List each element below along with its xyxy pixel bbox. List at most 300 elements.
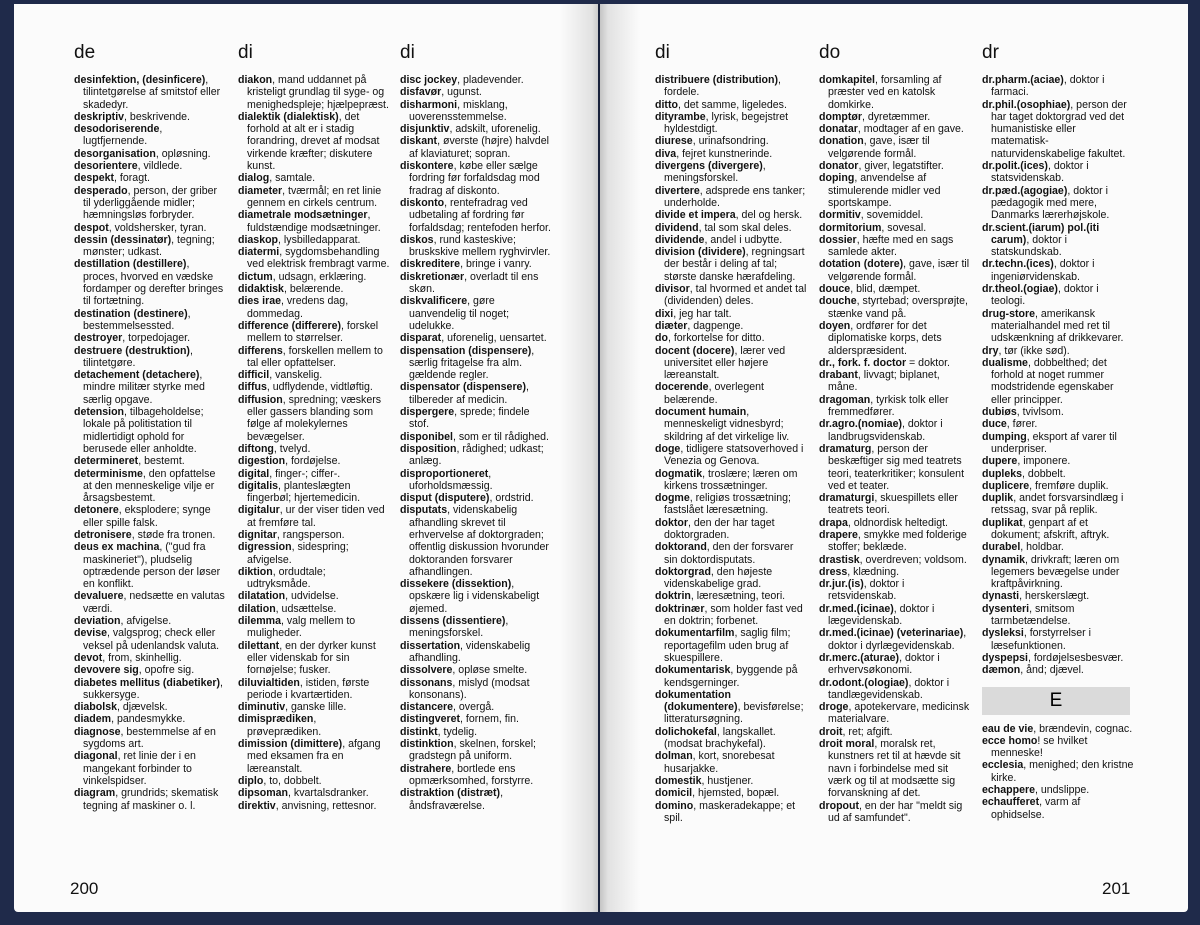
definition: , tvelyd. — [273, 442, 311, 455]
dictionary-entry — [74, 74, 226, 111]
headword: disharmoni — [400, 98, 458, 111]
dictionary-entry — [238, 541, 390, 566]
dictionary-entry — [400, 726, 552, 738]
headword: desodoriserende — [74, 123, 160, 136]
dictionary-entry — [238, 566, 390, 591]
definition: , ånd; djævel. — [1020, 664, 1084, 677]
headword: dr.scient.(iarum) pol.(iti carum) — [982, 221, 1100, 246]
dictionary-entry — [400, 271, 552, 296]
definition: , opofre sig. — [138, 664, 195, 677]
definition: , del og hersk. — [735, 209, 803, 222]
headword: dr., fork. f. doctor — [819, 356, 907, 369]
dictionary-entry — [982, 784, 1134, 796]
definition: , sovemiddel. — [860, 209, 924, 222]
headword: dividend — [655, 221, 699, 234]
headword: dialektik (dialektisk) — [238, 110, 339, 123]
definition: , kvartalsdranker. — [288, 787, 369, 800]
definition: , bestemt. — [138, 455, 185, 468]
definition: ! se hvilket menneske! — [991, 734, 1088, 760]
dictionary-entry — [74, 123, 226, 148]
dictionary-entry — [400, 295, 552, 332]
definition: , udsagn, erklæring. — [272, 270, 367, 283]
dictionary-entry — [982, 627, 1134, 652]
headword: ecce homo — [982, 734, 1038, 747]
headword: dr.merc.(aturae) — [819, 651, 900, 664]
definition: , videnskabelig afhandling. — [409, 639, 531, 664]
headword: dr.agro.(nomiae) — [819, 418, 902, 431]
dictionary-entry — [655, 332, 807, 344]
dictionary-entry — [74, 172, 226, 184]
dictionary-entry — [400, 406, 552, 431]
headword: disposition — [400, 442, 457, 455]
dictionary-entry — [238, 775, 390, 787]
definition: , jeg har talt. — [673, 307, 732, 320]
headword: dignitar — [238, 528, 277, 541]
dictionary-entry — [982, 308, 1134, 345]
dictionary-entry — [655, 111, 807, 136]
headword: duce — [982, 418, 1007, 431]
dictionary-entry — [982, 418, 1134, 430]
dictionary-entry — [655, 381, 807, 406]
dictionary-entry — [238, 640, 390, 677]
column-2 — [238, 40, 390, 812]
dictionary-entry — [238, 529, 390, 541]
headword: dry — [982, 344, 999, 357]
definition: , doktor i tandlægevidenskab. — [828, 676, 950, 701]
dictionary-entry — [819, 443, 971, 492]
definition: , varm af ophidselse. — [991, 796, 1081, 821]
headword: doyen — [819, 319, 851, 332]
headword: dramaturg — [819, 442, 872, 455]
dictionary-entry — [400, 123, 552, 135]
dictionary-entry — [238, 185, 390, 210]
dictionary-entry — [400, 197, 552, 234]
dictionary-entry — [238, 234, 390, 246]
dictionary-entry — [74, 148, 226, 160]
dictionary-entry — [238, 345, 390, 370]
headword: dies irae — [238, 295, 281, 308]
headword: diktion — [238, 565, 273, 578]
headword: dr.phil.(osophiae) — [982, 98, 1071, 111]
dictionary-entry — [819, 74, 971, 111]
dictionary-entry — [819, 172, 971, 209]
headword: diskos — [400, 233, 434, 246]
definition: , byggende på kendsgerninger. — [664, 664, 798, 689]
dictionary-entry — [982, 480, 1134, 492]
headword: donator — [819, 160, 859, 173]
definition: , person, der griber til yderliggående midler; hæmningsløs forbryder. — [83, 184, 218, 222]
headword: doktor — [655, 516, 688, 529]
column-5 — [819, 40, 971, 824]
headword: deviation — [74, 615, 121, 628]
headword: dolman — [655, 750, 693, 763]
dictionary-entry — [819, 394, 971, 419]
dictionary-entry — [982, 222, 1134, 259]
headword: dormitiv — [819, 209, 861, 222]
definition: , djævelsk. — [116, 701, 168, 714]
definition: , planteslægten fingerbøl; hjertemedicin. — [247, 479, 361, 505]
dictionary-entry — [74, 750, 226, 787]
headword: distraktion (distræt) — [400, 787, 501, 800]
dictionary-entry — [655, 148, 807, 160]
definition: , bringe i vanry. — [460, 258, 532, 271]
headword: devaluere — [74, 590, 124, 603]
headword: dormitorium — [819, 221, 882, 234]
definition: , amerikansk materialhandel med ret til udskænkning af drikkevarer. — [991, 307, 1124, 345]
dictionary-entry — [238, 111, 390, 172]
definition: , den der har taget doktorgraden. — [664, 516, 775, 541]
headword: dissens (dissentiere) — [400, 615, 506, 628]
dictionary-entry — [819, 369, 971, 394]
definition: , ret linie der i en mangekant forbinder to vinkelspidser. — [83, 750, 196, 787]
dictionary-entry — [238, 271, 390, 283]
headword: detachement (detachere) — [74, 369, 200, 382]
definition: , spredning; væskers eller gassers blanding som følge af molekylernes bevægelser. — [247, 393, 382, 443]
dictionary-entry — [982, 735, 1134, 760]
definition: , vanskelig. — [269, 369, 323, 382]
definition: , hustjener. — [701, 774, 754, 787]
headword: direktiv — [238, 799, 276, 812]
headword: dr.odont.(ologiae) — [819, 676, 909, 689]
right-page — [600, 4, 1188, 912]
headword: douce — [819, 283, 851, 296]
headword: dr.techn.(ices) — [982, 258, 1054, 271]
definition: , misklang, uoverensstemmelse. — [409, 98, 508, 123]
definition: , den der forsvarer sin doktordisputats. — [664, 541, 794, 566]
headword: diminutiv — [238, 701, 286, 714]
dictionary-entry — [819, 418, 971, 443]
dictionary-entry — [238, 738, 390, 775]
definition: , sidespring; afvigelse. — [247, 541, 349, 566]
dictionary-entry — [982, 185, 1134, 222]
definition: , ugunst. — [441, 86, 482, 99]
definition: , pladevender. — [457, 74, 524, 86]
definition: , prøveprædiken. — [247, 713, 322, 738]
definition: , uforholdsmæssig. — [409, 467, 493, 492]
definition: , regningsart der består i deling af tal; største danske hærafdeling. — [664, 246, 805, 283]
definition: , tydelig. — [437, 725, 478, 738]
definition: , afvigelse. — [120, 615, 172, 628]
headword: diagonal — [74, 750, 118, 763]
headword: ditto — [655, 98, 678, 111]
headword: didaktisk — [238, 283, 284, 296]
definition: , andel i udbytte. — [704, 233, 783, 246]
dictionary-entry — [982, 431, 1134, 456]
dictionary-entry — [819, 677, 971, 702]
definition: , uforenelig, uensartet. — [441, 332, 547, 345]
dictionary-entry — [74, 111, 226, 123]
definition: , mand uddannet på kristeligt grundlag til syge- og menighedspleje; hjælpepræst. — [247, 74, 389, 111]
definition: , bestemmelsessted. — [83, 307, 191, 332]
headword: differens — [238, 344, 283, 357]
headword: dissertation — [400, 639, 461, 652]
definition: , blid, dæmpet. — [850, 283, 921, 296]
headword: disjunktiv — [400, 123, 450, 136]
definition: , dyretæmmer. — [861, 110, 931, 123]
dictionary-entry — [74, 713, 226, 725]
definition: , opskære lig i videnskabeligt øjemed. — [409, 578, 540, 615]
dictionary-entry — [655, 135, 807, 147]
dictionary-entry — [400, 578, 552, 615]
definition: , genpart af et dokument; afskrift, aftryk. — [991, 516, 1110, 541]
definition: , fordele. — [664, 74, 781, 99]
dictionary-entry — [400, 713, 552, 725]
dictionary-entry — [982, 258, 1134, 283]
headword: dilettant — [238, 639, 280, 652]
definition: , skuespillets eller teatrets teori. — [828, 492, 958, 517]
page-number-left: 200 — [70, 879, 99, 898]
headword: dogme — [655, 492, 690, 505]
dictionary-entry — [819, 554, 971, 566]
definition: , mislyd (modsat konsonans). — [409, 676, 530, 701]
dictionary-entry — [74, 652, 226, 664]
definition: , apotekervare, medicinsk materialvare. — [828, 701, 970, 726]
dictionary-entry — [74, 455, 226, 467]
definition: , langskallet. (modsat brachykefal). — [664, 725, 776, 751]
definition: , lugtfjernende. — [83, 123, 163, 148]
headword: dumping — [982, 430, 1027, 443]
headword: disfavør — [400, 86, 442, 99]
definition: , åndsfraværelse. — [409, 787, 504, 812]
dictionary-entry — [819, 603, 971, 628]
headword: dilation — [238, 602, 276, 615]
dictionary-entry — [819, 160, 971, 172]
dictionary-entry — [238, 246, 390, 271]
headword: distinkt — [400, 725, 438, 738]
page-number-right: 201 — [1102, 879, 1131, 898]
headword: domptør — [819, 110, 862, 123]
dictionary-entry — [982, 796, 1134, 821]
headword: diatermi — [238, 246, 280, 259]
definition: , tilintetgøre. — [83, 344, 193, 369]
definition: , dobbelthed; det forhold at noget rummer modstridende egenskaber eller principper. — [991, 356, 1114, 406]
dictionary-entry — [238, 443, 390, 455]
definition: , torpedojager. — [122, 332, 191, 345]
headword: dæmon — [982, 664, 1021, 677]
dictionary-entry — [655, 664, 807, 689]
definition: , anvisning, rettesnor. — [275, 799, 377, 812]
definition: , tvivlsom. — [1016, 406, 1064, 419]
definition: , imponere. — [1017, 455, 1071, 468]
dictionary-entry — [819, 738, 971, 799]
dictionary-entry — [238, 381, 390, 393]
definition: , sygdomsbehandling ved elektrisk frembragt varme. — [247, 246, 390, 271]
dictionary-entry — [982, 603, 1134, 628]
definition: , sukkersyge. — [83, 676, 223, 701]
definition: , belærende. — [283, 283, 344, 296]
dictionary-entry — [74, 615, 226, 627]
definition: , dobbelt. — [1022, 467, 1066, 480]
headword: diabolsk — [74, 701, 117, 714]
headword: durabel — [982, 541, 1021, 554]
headword: devise — [74, 627, 107, 640]
headword: distinktion — [400, 738, 454, 751]
definition: , istiden, første periode i kvartærtiden. — [247, 676, 370, 701]
section-letter-header: E — [982, 687, 1130, 715]
dictionary-entry — [655, 800, 807, 825]
headword: divertere — [655, 184, 700, 197]
definition: , urinafsondring. — [692, 135, 769, 148]
headword: diametrale modsætninger — [238, 209, 368, 222]
headword: desinfektion, (desinficere) — [74, 74, 206, 86]
headword: diskant — [400, 135, 438, 148]
definition: , ganske lille. — [285, 701, 347, 714]
dictionary-entry — [238, 74, 390, 111]
dictionary-entry — [400, 664, 552, 676]
headword: droit moral — [819, 738, 875, 751]
headword: distrahere — [400, 762, 452, 775]
dictionary-entry — [238, 787, 390, 799]
dictionary-entry — [238, 800, 390, 812]
definition: , dagpenge. — [687, 319, 744, 332]
headword: disc jockey — [400, 74, 458, 86]
dictionary-entry — [74, 664, 226, 676]
definition: , ordstrid. — [489, 492, 534, 505]
headword: disponibel — [400, 430, 453, 443]
dictionary-entry — [982, 590, 1134, 602]
headword: dualisme — [982, 356, 1028, 369]
dictionary-entry — [982, 541, 1134, 553]
dictionary-entry — [982, 99, 1134, 160]
definition: , person der har taget doktorgrad ved det humanistiske eller matematisk-naturvidenskabelige fakultet. — [991, 98, 1127, 160]
definition: , udsættelse. — [275, 602, 337, 615]
definition: , overdreven; voldsom. — [859, 553, 967, 566]
dictionary-entry — [819, 295, 971, 320]
headword: droge — [819, 701, 849, 714]
dictionary-entry — [74, 701, 226, 713]
dictionary-entry — [655, 209, 807, 221]
headword: domino — [655, 799, 694, 812]
definition: , rådighed; udkast; anlæg. — [409, 442, 544, 468]
definition: , tværmål; en ret linie gennem en cirkels centrum. — [247, 184, 382, 209]
headword: dynamik — [982, 553, 1025, 566]
dictionary-entry — [982, 357, 1134, 406]
definition: , meningsforskel. — [409, 615, 509, 640]
dictionary-entry — [400, 492, 552, 504]
definition: , adsprede ens tanker; underholde. — [664, 184, 806, 209]
dictionary-entry — [238, 209, 390, 234]
definition: , doktor i statskundskab. — [991, 233, 1067, 259]
headword: dr.polit.(ices) — [982, 160, 1048, 173]
definition: , fejret kunstnerinde. — [676, 147, 773, 160]
definition: , tidligere statsoverhoved i Venezia og Genova. — [664, 442, 804, 468]
dictionary-entry — [982, 664, 1134, 676]
definition: , eksport af varer til underpriser. — [991, 430, 1117, 455]
dictionary-entry — [655, 234, 807, 246]
dictionary-entry — [655, 517, 807, 542]
dictionary-entry — [400, 160, 552, 197]
definition: , bortlede ens opmærksomhed, forstyrre. — [409, 762, 534, 787]
dictionary-entry — [819, 283, 971, 295]
column-3 — [400, 40, 552, 812]
definition: , doktor i lægevidenskab. — [828, 602, 935, 628]
dictionary-entry — [819, 701, 971, 726]
definition: , opløse smelte. — [452, 664, 528, 677]
headword: determinisme — [74, 467, 143, 480]
dictionary-entry — [238, 590, 390, 602]
dictionary-entry — [238, 504, 390, 529]
headword: dynasti — [982, 590, 1020, 603]
definition: , det samme, ligeledes. — [677, 98, 787, 111]
definition: , religiøs trossætning; fastslået læresætning. — [664, 492, 791, 517]
headword: dr.med.(icinae) — [819, 602, 894, 615]
definition: , andet forsvarsindlæg i retssag, svar på replik. — [991, 492, 1124, 517]
definition: , ordudtale; udtryksmåde. — [247, 565, 326, 591]
definition: , støde fra tronen. — [131, 528, 216, 541]
definition: , finger-; ciffer-. — [269, 467, 341, 480]
definition: , styrtebad; oversprøjte, stænke vand på. — [828, 295, 968, 320]
headword: difficil — [238, 369, 270, 382]
headword: diagnose — [74, 725, 121, 738]
definition: , fornem, fin. — [460, 713, 519, 726]
dictionary-entry — [655, 283, 807, 308]
definition: , som er til rådighed. — [452, 430, 549, 443]
dictionary-entry — [238, 603, 390, 615]
column-guide-word: di — [238, 42, 253, 63]
headword: droit — [819, 725, 843, 738]
definition: , lysbilledapparat. — [278, 233, 361, 246]
definition: , pandesmykke. — [111, 713, 186, 726]
dictionary-entry — [982, 283, 1134, 308]
definition: , samtale. — [269, 172, 316, 185]
definition: , bevisførelse; litteratursøgning. — [664, 701, 804, 726]
dictionary-entry — [655, 627, 807, 664]
dictionary-entry — [74, 787, 226, 812]
definition: , vildlede. — [137, 160, 183, 173]
dictionary-entry — [655, 750, 807, 775]
headword: dityrambe — [655, 110, 706, 123]
definition: , to, dobbelt. — [263, 774, 322, 787]
definition: , ordfører for det diplomatiske korps, dets alderspræsident. — [828, 319, 942, 357]
definition: , forsamling af præster ved en katolsk domkirke. — [828, 74, 942, 111]
headword: dragoman — [819, 393, 871, 406]
definition: , rangsperson. — [276, 528, 345, 541]
definition: = doktor. — [906, 356, 950, 369]
headword: detonere — [74, 504, 119, 517]
headword: destillation (destillere) — [74, 258, 187, 271]
headword: dress — [819, 565, 848, 578]
headword: dokumentarfilm — [655, 627, 735, 640]
definition: , ("gud fra maskineriet"), pludselig optrædende person der løser en konflikt. — [83, 541, 221, 591]
headword: domicil — [655, 787, 693, 800]
headword: divisor — [655, 283, 690, 296]
headword: disparat — [400, 332, 442, 345]
headword: diskreditere — [400, 258, 461, 271]
headword: doping — [819, 172, 855, 185]
headword: devot — [74, 651, 103, 664]
dictionary-entry — [655, 74, 807, 99]
headword: destroyer — [74, 332, 123, 345]
definition: , meningsforskel. — [664, 160, 766, 185]
headword: dr.med.(icinae) (veterinariae) — [819, 627, 964, 640]
dictionary-entry — [819, 111, 971, 123]
definition: , doktor i erhvervsøkonomi. — [828, 651, 940, 677]
definition: , tegning; mønster; udkast. — [83, 233, 215, 259]
definition: , overlegent belærende. — [664, 381, 764, 406]
headword: dramaturgi — [819, 492, 875, 505]
dictionary-entry — [74, 726, 226, 751]
dictionary-entry — [74, 627, 226, 652]
column-guide-word: di — [400, 42, 415, 63]
headword: dimisprædiken — [238, 713, 314, 726]
headword: diadem — [74, 713, 112, 726]
headword: dipsoman — [238, 787, 289, 800]
headword: dossier — [819, 233, 857, 246]
headword: doktrin — [655, 590, 691, 603]
dictionary-entry — [238, 468, 390, 480]
dictionary-entry — [74, 185, 226, 222]
headword: drug-store — [982, 307, 1035, 320]
